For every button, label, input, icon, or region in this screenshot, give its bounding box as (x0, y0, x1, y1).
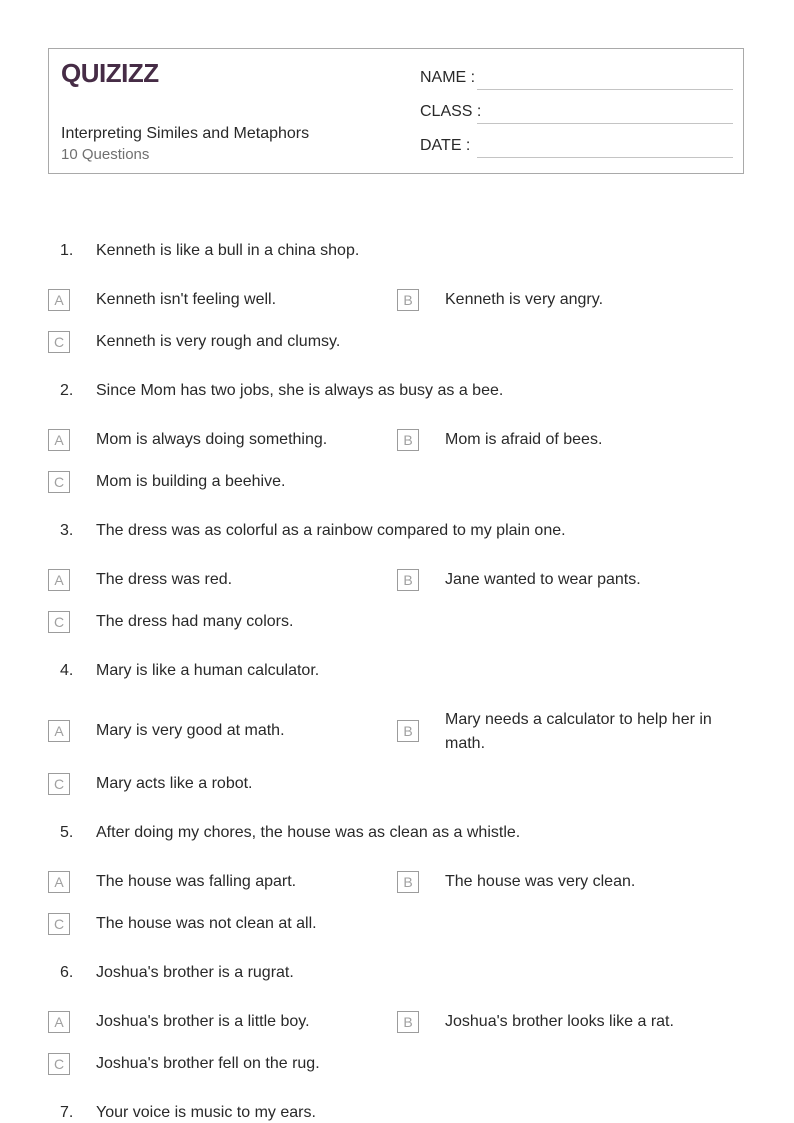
question-number: 7. (60, 1104, 74, 1121)
option-a-box[interactable]: A (48, 429, 70, 451)
question-text: After doing my chores, the house was as clean as a whistle. (96, 824, 521, 841)
question-number: 5. (60, 824, 74, 841)
option-b-box[interactable]: B (397, 429, 419, 451)
option-b-box[interactable]: B (397, 720, 419, 742)
worksheet-title: Interpreting Similes and Metaphors (61, 125, 310, 142)
option-a-box[interactable]: A (48, 871, 70, 893)
option-b-box[interactable]: B (397, 289, 419, 311)
option-b-text: Jane wanted to wear pants. (445, 571, 641, 588)
question-number: 4. (60, 662, 74, 679)
question-text: Joshua's brother is a rugrat. (96, 964, 294, 981)
name-line[interactable] (477, 89, 733, 90)
date-label: DATE : (420, 137, 471, 154)
question-number: 3. (60, 522, 74, 539)
option-b-text: Mary needs a calculator to help her in math. (445, 711, 712, 752)
option-a-box[interactable]: A (48, 569, 70, 591)
option-c-box[interactable]: C (48, 773, 70, 795)
question-number: 6. (60, 964, 74, 981)
option-c-text: The dress had many colors. (96, 613, 294, 630)
option-c-box[interactable]: C (48, 331, 70, 353)
question-text: Your voice is music to my ears. (96, 1104, 316, 1121)
option-b-box[interactable]: B (397, 871, 419, 893)
option-b-box[interactable]: B (397, 569, 419, 591)
date-line[interactable] (477, 157, 733, 158)
option-a-text: Mary is very good at math. (96, 722, 285, 739)
option-c-text: Kenneth is very rough and clumsy. (96, 333, 341, 350)
option-c-text: Mom is building a beehive. (96, 473, 286, 490)
option-a-box[interactable]: A (48, 720, 70, 742)
option-c-text: Mary acts like a robot. (96, 775, 253, 792)
option-a-text: The dress was red. (96, 571, 233, 588)
option-b-box[interactable]: B (397, 1011, 419, 1033)
option-c-box[interactable]: C (48, 471, 70, 493)
question-text: Mary is like a human calculator. (96, 662, 320, 679)
option-c-text: The house was not clean at all. (96, 915, 317, 932)
worksheet-header (48, 48, 744, 174)
option-c-box[interactable]: C (48, 1053, 70, 1075)
option-c-box[interactable]: C (48, 611, 70, 633)
option-b-text: The house was very clean. (445, 873, 636, 890)
option-b-text: Mom is afraid of bees. (445, 431, 603, 448)
option-c-text: Joshua's brother fell on the rug. (96, 1055, 320, 1072)
name-label: NAME : (420, 69, 476, 86)
question-number: 2. (60, 382, 74, 399)
option-a-text: Joshua's brother is a little boy. (96, 1013, 310, 1030)
quizizz-logo: QUIZIZZ (61, 58, 159, 88)
class-line[interactable] (477, 123, 733, 124)
question-text: The dress was as colorful as a rainbow compared to my plain one. (96, 522, 566, 539)
option-a-box[interactable]: A (48, 1011, 70, 1033)
option-a-text: Kenneth isn't feeling well. (96, 291, 277, 308)
option-b-text: Kenneth is very angry. (445, 291, 604, 308)
question-count: 10 Questions (61, 146, 150, 163)
option-a-box[interactable]: A (48, 289, 70, 311)
option-b-text: Joshua's brother looks like a rat. (445, 1013, 674, 1030)
option-c-box[interactable]: C (48, 913, 70, 935)
class-label: CLASS : (420, 103, 482, 120)
question-text: Since Mom has two jobs, she is always as busy as a bee. (96, 382, 504, 399)
question-text: Kenneth is like a bull in a china shop. (96, 242, 360, 259)
option-a-text: Mom is always doing something. (96, 431, 328, 448)
question-number: 1. (60, 242, 74, 259)
option-a-text: The house was falling apart. (96, 873, 297, 890)
